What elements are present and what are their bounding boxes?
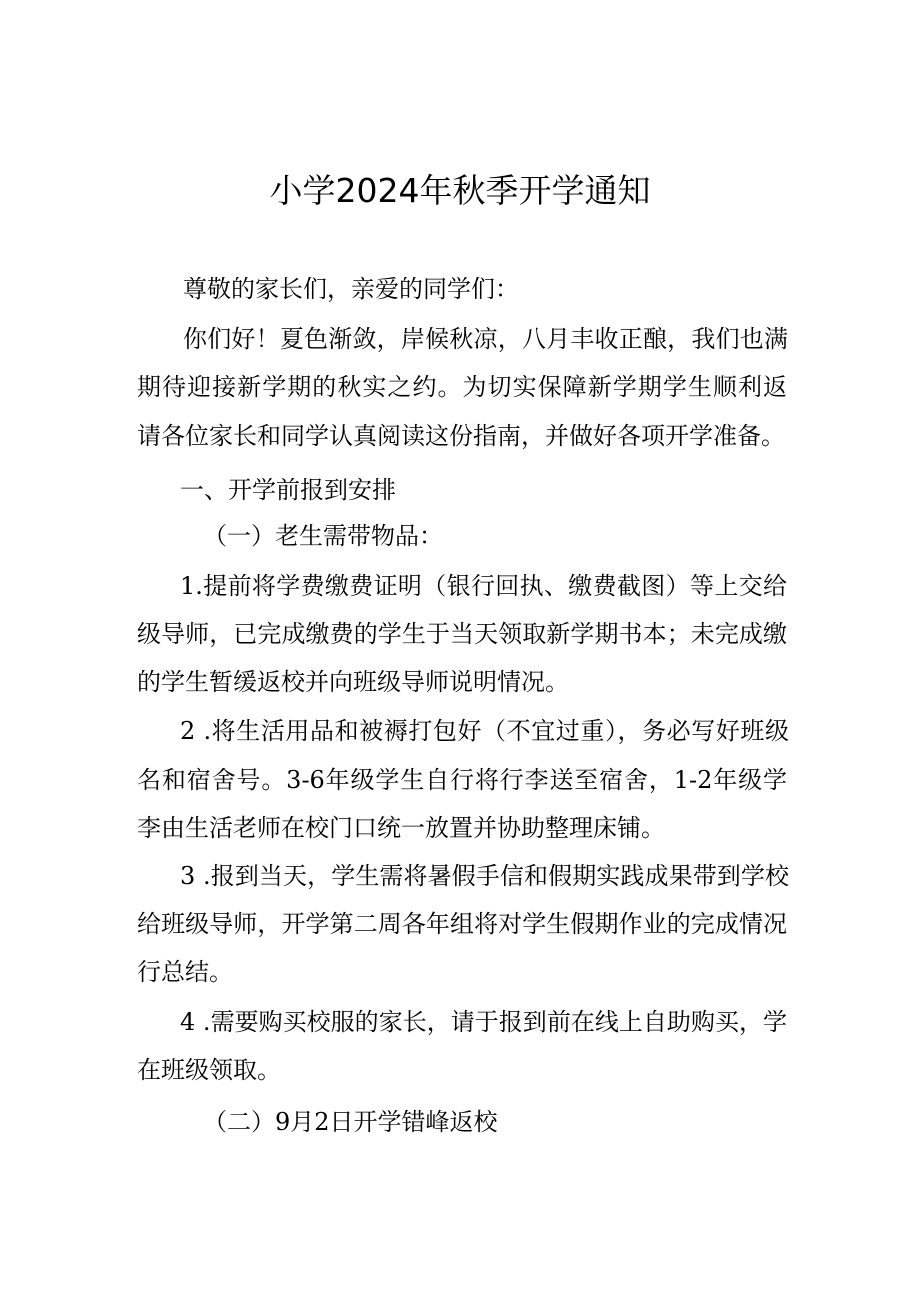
intro-line-2: 期待迎接新学期的秋实之约。为切实保障新学期学生顺利返: [137, 373, 787, 401]
item-3-line-2: 给班级导师，开学第二周各年组将对学生假期作业的完成情况: [137, 910, 787, 938]
intro-line-1: 你们好！夏色渐敛，岸候秋凉，八月丰收正酿，我们也满: [183, 325, 788, 353]
item-1-line-3: 的学生暂缓返校并向班级导师说明情况。: [137, 668, 569, 696]
item-4-line-2: 在班级领取。: [137, 1056, 281, 1084]
item-1-line-1: 1.提前将学费缴费证明（银行回执、缴费截图）等上交给: [180, 572, 787, 600]
intro-line-3: 请各位家长和同学认真阅读这份指南，并做好各项开学准备。: [137, 422, 785, 450]
item-2-line-3: 李由生活老师在校门口统一放置并协助整理床铺。: [137, 814, 665, 842]
document-title: 小学2024年秋季开学通知: [269, 171, 651, 210]
item-4-line-1: 4 .需要购买校服的家长，请于报到前在线上自助购买，学: [180, 1008, 787, 1036]
item-1-line-2: 级导师，已完成缴费的学生于当天领取新学期书本；未完成缴: [137, 620, 787, 648]
item-2-line-1: 2 .将生活用品和被褥打包好（不宜过重），务必写好班级: [180, 717, 789, 745]
item-2-line-2: 名和宿舍号。3-6年级学生自行将行李送至宿舍，1-2年级学: [137, 766, 787, 794]
item-3-line-1: 3 .报到当天，学生需将暑假手信和假期实践成果带到学校: [180, 862, 789, 890]
subsection-2-heading: （二）9月2日开学错峰返校: [203, 1108, 498, 1136]
section-1-heading: 一、开学前报到安排: [180, 476, 396, 504]
greeting: 尊敬的家长们，亲爱的同学们：: [183, 275, 519, 303]
item-3-line-3: 行总结。: [137, 958, 233, 986]
subsection-1-heading: （一）老生需带物品：: [203, 522, 443, 550]
